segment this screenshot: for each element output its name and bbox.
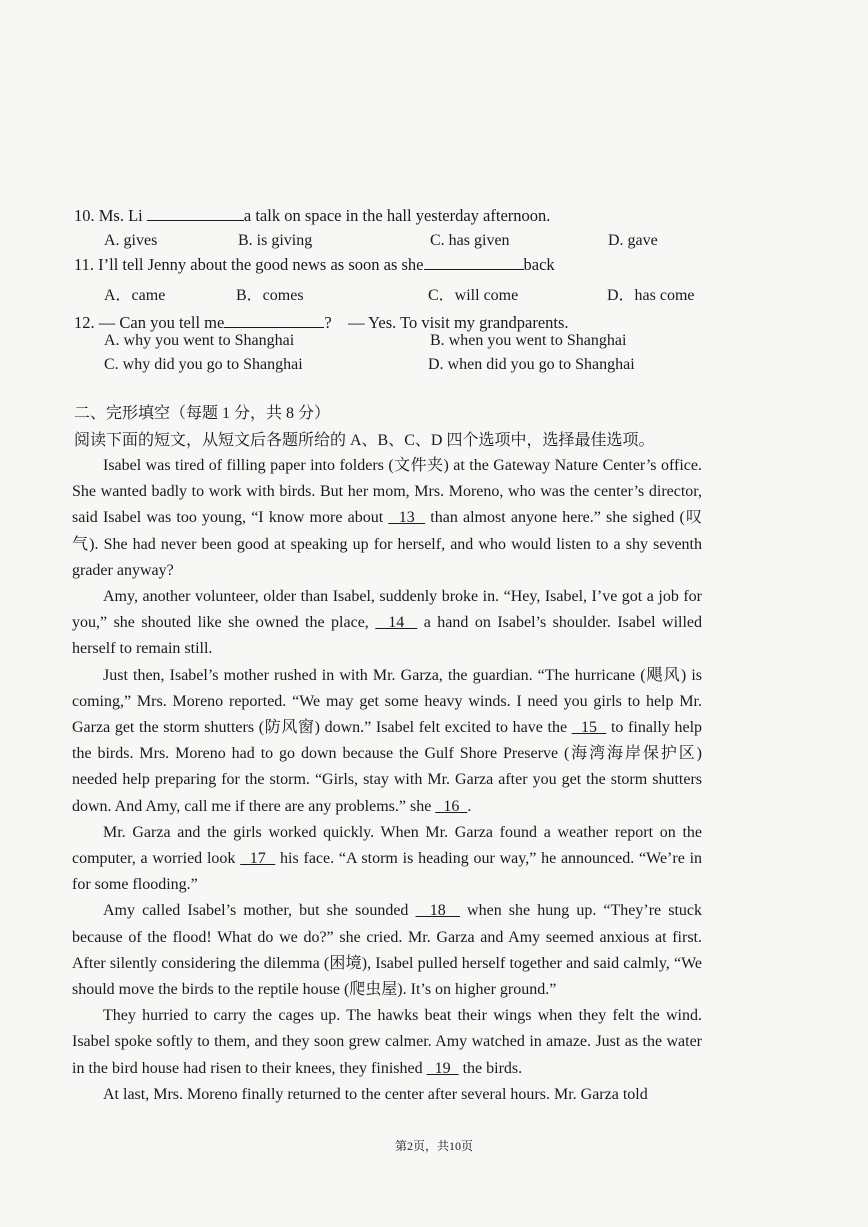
page-number: 第2页，共10页 — [394, 1139, 473, 1153]
passage-paragraph-2 — [72, 584, 702, 663]
question-10-option-b: B. is giving — [238, 232, 313, 249]
cloze-passage — [72, 453, 702, 1108]
question-11-option-a: A．came — [104, 287, 166, 304]
section-title: 二、完形填空（每题 1 分，共 8 分） — [74, 405, 331, 422]
blank-19: 19 — [426, 1059, 459, 1077]
question-12-option-d: D. when did you go to Shanghai — [428, 356, 635, 373]
question-12-stem-before: 12. — Can you tell me — [74, 313, 225, 332]
question-11-option-d: D．has come — [607, 287, 695, 304]
blank-16: 16 — [435, 797, 468, 815]
question-11 — [74, 255, 555, 275]
passage-paragraph-6 — [72, 1003, 702, 1082]
question-10-stem-after: a talk on space in the hall yesterday afternoon. — [243, 206, 551, 225]
question-10-option-d: D. gave — [608, 232, 658, 249]
question-12-stem-after: ? — Yes. To visit my grandparents. — [324, 313, 569, 332]
passage-text: . — [467, 797, 472, 815]
passage-paragraph-1 — [72, 453, 702, 584]
question-10-option-c: C. has given — [430, 232, 510, 249]
question-12-option-c: C. why did you go to Shanghai — [104, 356, 303, 373]
blank-13: 13 — [388, 509, 426, 527]
passage-paragraph-7 — [72, 1082, 702, 1108]
question-11-option-b: B．comes — [236, 287, 304, 304]
question-11-blank — [424, 255, 524, 270]
passage-text: Just then, Isabel’s mother rushed in with Mr. Garza, the guardian. “The hurricane (飓风) is coming,” Mrs. Moreno reported. “We may get some heavy winds. I need you girls to help Mr. Garza get the storm shutters (防风窗) down.” Isabel felt excited to have the — [72, 666, 702, 737]
question-12-blank — [224, 313, 324, 328]
blank-15: 15 — [571, 719, 607, 737]
passage-text: They hurried to carry the cages up. The hawks beat their wings when they felt the wind. Isabel spoke softly to them, and they soon grew calmer. Amy watched in amaze. Just as the water in the bird house had risen to their knees, they finished — [72, 1007, 702, 1077]
question-12-option-b: B. when you went to Shanghai — [430, 332, 627, 349]
question-12-option-a: A. why you went to Shanghai — [104, 332, 295, 349]
passage-text: Isabel was tired of filling paper into folders (文件夹) at the Gateway Nature Center’s office. She wanted badly to work with birds. But her mom, Mrs. Moreno, who was the center’s director, said Isabel was too young, “I know more about — [72, 457, 702, 527]
question-10 — [74, 206, 550, 226]
passage-text: his face. “A storm is heading our way,” he announced. “We’re in for some flooding.” — [72, 850, 703, 894]
question-11-stem-after: back — [523, 255, 555, 274]
passage-paragraph-4 — [72, 820, 702, 899]
passage-paragraph-3 — [72, 663, 702, 820]
passage-text: Mr. Garza and the girls worked quickly. When Mr. Garza found a weather report on the computer, a worried look — [72, 823, 702, 868]
blank-18: 18 — [415, 902, 460, 920]
section-instruction: 阅读下面的短文，从短文后各题所给的 A、B、C、D 四个选项中，选择最佳选项。 — [74, 432, 655, 449]
passage-text: when she hung up. “They’re stuck because of the flood! What do we do?” she cried. Mr. Garza and Amy seemed anxious at first. After silently considering the dilemma (困境), Isabel pulled herself together and said calmly, “We should move the birds to the reptile house (爬虫屋). It’s on higher ground.” — [72, 902, 703, 999]
passage-text: the birds. — [462, 1059, 523, 1077]
question-10-option-a: A. gives — [104, 232, 158, 249]
blank-17: 17 — [240, 850, 276, 868]
passage-text: a hand on Isabel’s shoulder. Isabel willed herself to remain still. — [72, 614, 703, 658]
passage-text: to finally help the birds. Mrs. Moreno had to go down because the Gulf Shore Preserve (海湾海岸保护区) needed help preparing for the storm. “Girls, stay with Mr. Garza after you get the storm shutters down. And Amy, call me if there are any problems.” she — [72, 719, 703, 815]
question-10-blank — [147, 206, 244, 221]
passage-text: Amy, another volunteer, older than Isabel, suddenly broke in. “Hey, Isabel, I’ve got a job for you,” she shouted like she owned the place, — [72, 588, 702, 632]
question-11-stem-before: 11. I’ll tell Jenny about the good news as soon as she — [74, 255, 424, 274]
passage-text: Amy called Isabel’s mother, but she sounded — [103, 902, 409, 920]
passage-text: At last, Mrs. Moreno finally returned to the center after several hours. Mr. Garza told — [103, 1085, 648, 1103]
blank-14: 14 — [375, 614, 418, 632]
passage-text: than almost anyone here.” she sighed (叹气). She had never been good at speaking up for herself, and who would listen to a shy seventh grader anyway? — [72, 509, 703, 579]
question-10-stem-before: 10. Ms. Li — [74, 206, 143, 225]
question-11-option-c: C．will come — [428, 287, 519, 304]
passage-paragraph-5 — [72, 898, 702, 1003]
question-12 — [74, 309, 569, 333]
